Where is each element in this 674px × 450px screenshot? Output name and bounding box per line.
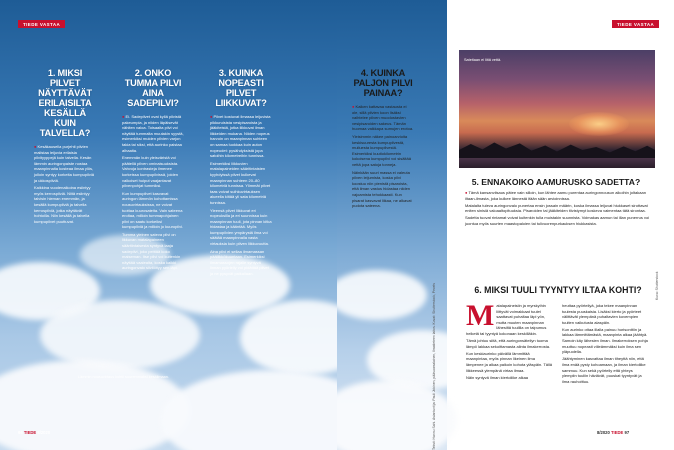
question-body <box>210 114 272 277</box>
section-tag: TIEDE VASTAA <box>612 20 659 28</box>
credit-line: Kuva: Shutterstock <box>655 271 659 300</box>
water-reflection <box>459 158 655 168</box>
paragraph: Esimerkiksi liikkuvien matalapaineiden sääritintaisten kyyhdyissä pilvet kulkevat maanpinnan suhteen 20–80 kilometriä tunnissa. Ylimmät pilvet taas voivat suihkuvirtauksen alueella kiitää yli sata kilometriä tunnissa. <box>210 160 271 205</box>
paragraph: Näinkään suuri massa ei valeuta pilven leijumista, koska pilvi koostuu niin pienistä pisaroista, että ilman vastus hidastaa niiden vajoamista tehokkaasti. Kun pisarat kasvavat liikaa, ne alkavat pudota sateena. <box>352 169 412 209</box>
question-5-body <box>465 190 650 228</box>
sun-glow <box>569 112 629 136</box>
question-title: 1. MIKSI PILVET NÄYTTÄVÄT ERILAISILTA KESÄLLÄ KUIN TALVELLA? <box>38 68 92 138</box>
question-title: 2. ONKO TUMMA PILVI AINA SADEPILVI? <box>124 68 182 108</box>
cloud-shape <box>240 300 337 375</box>
paragraph: Aina pilvi ei sellaa ilmamassan päällikkökuuntaan. Esimerkiksi ilmamassojen rajalle syntyvä linnan pyörtelly voi pidättää pilvet ja ne pysyvät paikallaan. <box>210 248 269 277</box>
question-4 <box>352 68 414 211</box>
photo-caption: Sateitaan ei liitä vettä. <box>464 58 502 62</box>
paragraph: Sadetta tuovat rintamat voivat kuitenkin tulla muistakin suunnista. Voimakas aamun tai illan punerrus voi juontua myös suurten maastopaloien tai tulivuorenpurkauksen hiukkasista. <box>465 215 650 226</box>
paragraph: Kaikkina vuodenaikoina esiintyy myös kerrospilviä. Niitä esiintyy talvisin hieman enemmän, ja kesällä kumpupilviä ja talvella kerrospilviä, jotka näyttävät hohtoilla. Niin kesällä ja talvella kumpupilvet puuttuvat. <box>34 185 91 224</box>
bullet-icon: ● <box>210 114 213 119</box>
paragraph: atalapaineisiin ja myrskyihin liittyvät voimakkaat tuulet saattavat puhaltaa läpi yön, mutta muuten maanpinnan lähesiltä tuulilla on taipumus heiketä tai tyyntyä kokonaan keskilläkin. <box>466 303 547 336</box>
folio <box>18 430 50 435</box>
page-number: 96 <box>18 430 23 435</box>
question-title: 3. KUINKA NOPEASTI PILVET LIIKKUVAT? <box>215 68 267 108</box>
issue-number: 8/2020 <box>37 430 51 435</box>
paragraph: Ei. Sadepilvet ovat kyllä pilvistä pakeumpia, ja niiden läpäisevät vähiten valoa. Toisaalta pilvi voi näyttää tummalta muutakin syystä, esimerkiksi muiden pilvien varjon takia tai siksi, että aurinko paistaa alhaalta. <box>122 114 184 153</box>
paragraph: Kesäkausella purjehti pilvien malistaa leijuvia erilaisia pilvityyppejä kuin talvella. Kesän lämmin auringonpaiste nostaa maanpinnalta kosteaa ilmaa ylös, jolloin syntyy korkeita kumpupilviä ja ukkospilviä. <box>34 144 95 183</box>
brand-name: TIEDE <box>610 430 624 435</box>
question-5-title: 5. ENNAKOIKO AAMURUSKO SADETTA? <box>471 177 641 187</box>
paragraph: Yleensä pilvet liikkuvat eri nopeuksilla ja eri suunnissa kuin maanpinnan tuuli, jota pinnan kitka hidastaa ja kääntää. Myös kumpupilvien ympärystä ilma voi säätää maanpinnalla vasta virtauksia kuin pilven liikkuvuutta. <box>210 207 272 247</box>
paragraph: Kaiken kattavaa vastausta ei ole, sillä pilvien koon lisäksi vaihtelee pilven muodostavien vesipisaroiden sakeus. Tämän huomaa vaikkapa sumujen erotoa. <box>352 104 414 132</box>
question-2 <box>122 68 184 273</box>
question-title: 4. KUINKA PALJON PILVI PAINAA? <box>353 68 413 98</box>
paragraph: Jäähtyminen kasvattaa ilman tiheyttä niin, että ilma enää pysty kohoamaan, ja ilman kiertoliike sammuu. Kun sekä pyörteily että yhteys ylempiin tuuliin häviävät, puuskat tyyntyvät ja ilma rauhoittuu. <box>562 356 646 384</box>
cloud-shape <box>0 360 190 450</box>
page-number: 97 <box>624 430 630 435</box>
credit-line: Teksti: Hannu Sahi. Asiantuntija: Pauli Jokinen, pääsuomalainen, Ilmatieteen laitos. Kuvat: Shutterstock, Pexels <box>432 283 436 450</box>
dropcap: M <box>466 299 495 332</box>
issue-number: 8/2020 <box>597 430 610 435</box>
question-6-column-1 <box>466 299 552 382</box>
paragraph: Kun aurinko ottaa illalla painuu horisonttiin ja lakkaa lämmittämästä, maanpinta alkaa jäähtyä. Samoin käy lähesien ilman. Ilmakerroksen pohja muuttuu nopeasti viileämmäksi kuin ilma sen yläpuolella. <box>562 326 648 355</box>
brand-name: TIEDE <box>23 430 37 435</box>
bullet-icon: ● <box>122 114 125 119</box>
cloud-shape <box>337 270 427 320</box>
folio <box>597 430 629 435</box>
bullet-icon: ● <box>34 144 37 149</box>
paragraph: Enemmän kuin yleisväristä voi päätellä pilven ominaisuuksista. Vahvoja kontrasteja ilmenee korkeissa kumpupilvissä, joiden valkoiset huiput vaajantavat pilvenpohjat tummiksi. <box>122 155 179 189</box>
question-6-title: 6. MIKSI TUULI TYYNTYY ILTAA KOHTI? <box>474 285 642 295</box>
paragraph: Kun kumpupilvet kasvavat auringon lämmön kohottamissa nousuvirtauksissa, ne voivat tuottaa kuurosateita. Vain sateena eroltaa, milloin tummapohjainen pilvi on saatu korkeiksi kumpupilviä ja milloin jo kuuropilvi. <box>122 190 184 230</box>
paragraph: Kun keskiaurinko päivällä lämmittää maanpintaa, myös pinnan likeinen ilma lämpenee ja alkaa paikoin kohota yläspäin. Tällä liikkeessä ylempänä virtaa ilmaa. <box>466 350 552 373</box>
photo-caption: Lämmin nousuvirtaus kohtii suuremmaksi kesäilmaan. <box>78 375 169 379</box>
question-1 <box>34 68 96 226</box>
question-body <box>34 144 96 224</box>
bullet-icon: ● <box>465 190 468 195</box>
paragraph: Pilvet kostuvat ilmassa leijuvista pikkuruisista vesipisaroista ja jääkiteistä, jotka liikkuvat ilman liikkeiden mukana. Niiden nopeus harvoin on maanpinnan suhteen on samaa luokkaa kuin auton nopeudet: pysähdyksistä jopa satoihin kilometreihin tunnissa. <box>210 114 271 159</box>
section-tag: TIEDE VASTAA <box>18 20 65 28</box>
paragraph: heuttaa pyörteilyä, joka tekee maanpinnan tuulesta puuskaisia. Lisäksi kierto ja pyörteet välittävät ylempänä puhaltavien kovempien tuulten vaikutusta alaspäin. <box>562 303 642 325</box>
question-body <box>122 114 184 271</box>
question-3 <box>210 68 272 279</box>
paragraph: Tämä kansanviisaus pätee vain silloin, kun lähtee aamu purentaa auringonnousun aikoihin joltakaan iltaan-ilmasta, joka kulkee lännestä itään sään arvioinnissa. <box>465 190 646 201</box>
paragraph: Näin syntyvä ilman kiertoliike alkaa <box>466 374 529 380</box>
question-6-column-2 <box>562 303 648 386</box>
question-body <box>352 104 414 209</box>
bullet-icon: ● <box>352 104 355 109</box>
paragraph: Tämä johtuu siitä, että auringonsäteilyn tuoma lämpö lakkaa sekoittamasta alinta ilmakerrosta. <box>466 338 551 349</box>
paragraph: Tumma yleinen sateva pilvi on likkuvan matalapaineen sääritintaisesta syntyvä laaja sadepilvi, joko peittää koko maiseman. Itse pilvi voi kuitenkin näyttää vaalealta, koska kaikki auringonvalo siivilöityy sen läpi. <box>122 231 181 271</box>
cloud-shape <box>160 370 337 450</box>
paragraph: Yleisimmin näkee painoarvioita keskisuuresta kumpupilvestä, muiluesta kumpupilvestä. Esimerkiksi kuutiokilometrin kokoisena kumpupilvi voi sisältää vettä jopa satoja tonneja. <box>352 133 411 167</box>
sunset-photo <box>459 50 655 168</box>
paragraph: Matalalta tuleva auringonvalo punertaa ensin jossain määrin, koska ilmassa leijuvat hiukkaset sirottavat eniten sinisiä valoaaltopituuksia. Pisaroiden tai jääkiteiden tiivistymyt koskeva vaimentaa tätä sirontaa. <box>465 202 648 214</box>
